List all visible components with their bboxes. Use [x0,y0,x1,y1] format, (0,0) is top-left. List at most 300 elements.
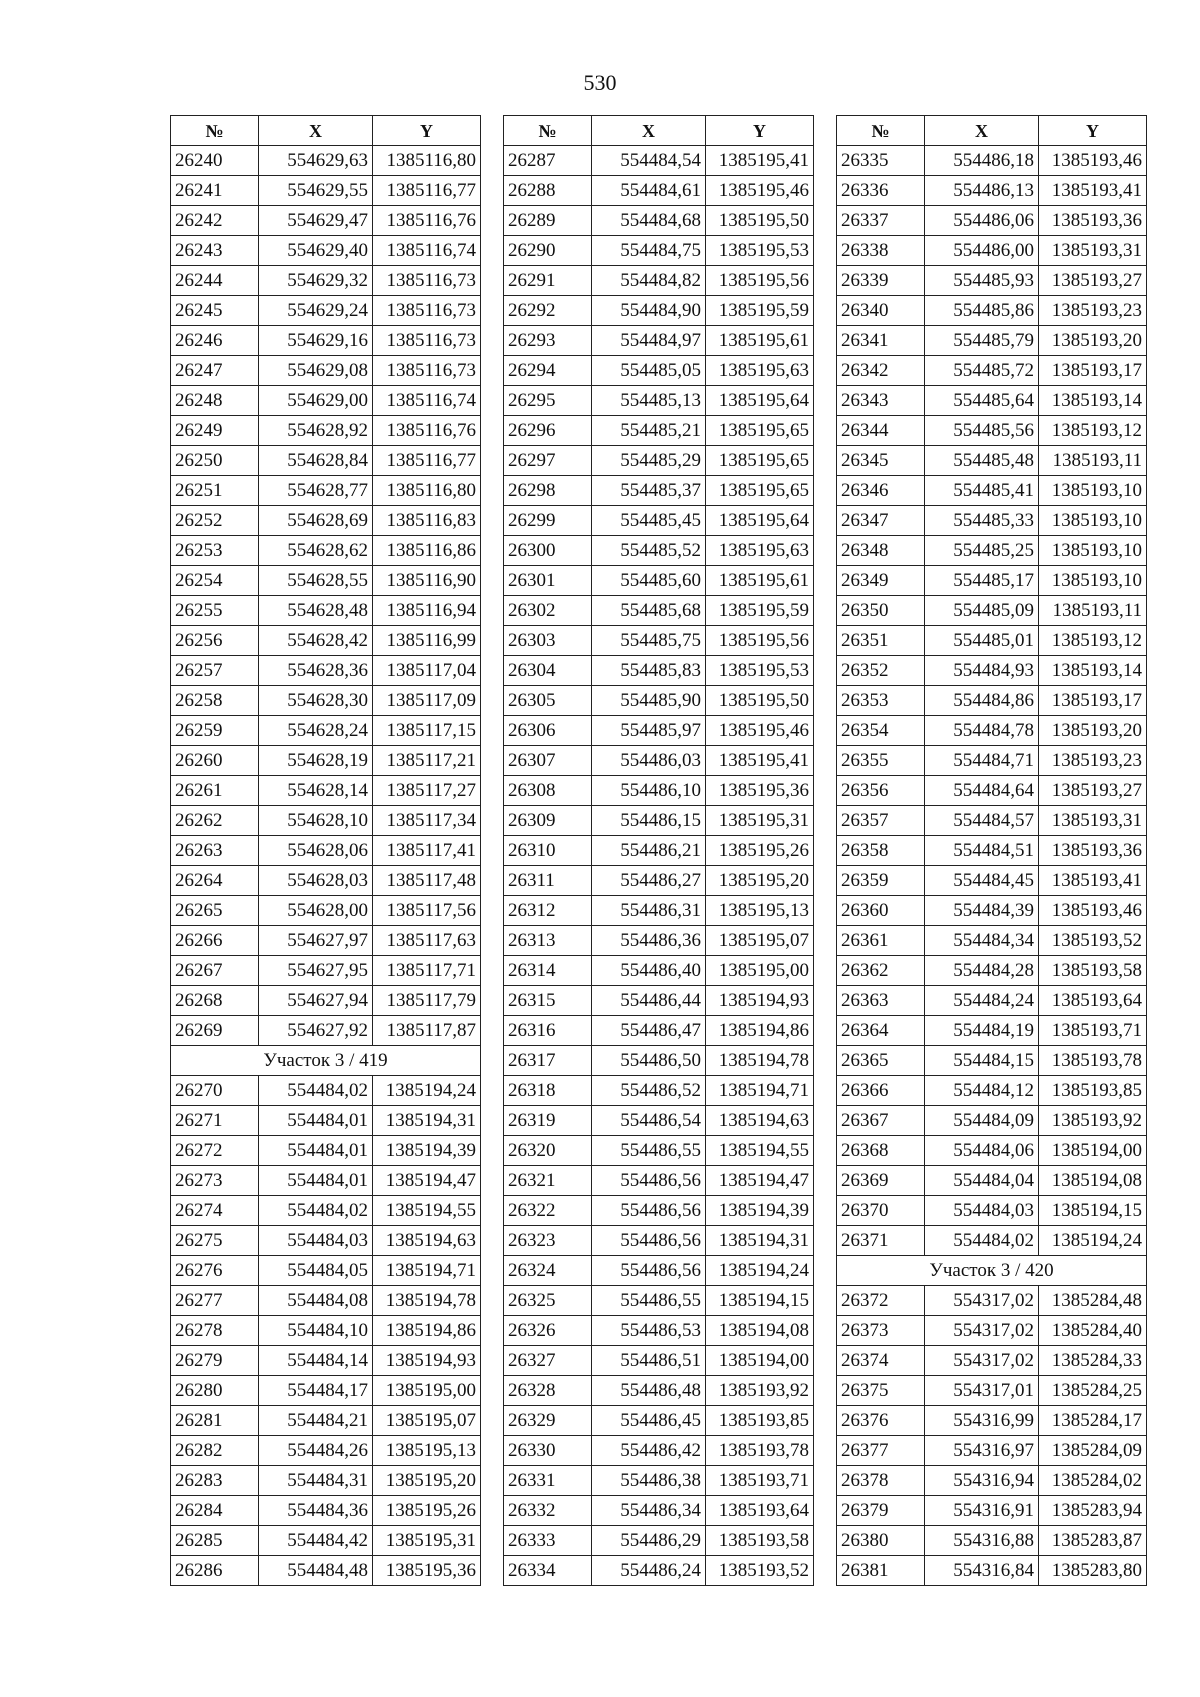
x-coordinate-cell: 554628,03 [259,866,373,896]
point-number-cell: 26309 [504,806,592,836]
point-number-cell: 26367 [837,1106,925,1136]
table-row [171,416,481,446]
point-number-cell: 26254 [171,566,259,596]
point-number-cell: 26354 [837,716,925,746]
x-coordinate-cell: 554485,05 [592,356,706,386]
table-row [504,266,814,296]
point-number-cell: 26286 [171,1556,259,1586]
x-coordinate-cell: 554485,29 [592,446,706,476]
x-coordinate-cell: 554629,16 [259,326,373,356]
coordinate-table-left [170,115,481,1586]
table-header-row [504,116,814,146]
point-number-cell: 26346 [837,476,925,506]
table-row [171,356,481,386]
point-number-cell: 26291 [504,266,592,296]
x-coordinate-cell: 554484,10 [259,1316,373,1346]
y-coordinate-cell: 1385194,71 [706,1076,814,1106]
y-coordinate-cell: 1385116,73 [373,326,481,356]
table-row [837,326,1147,356]
y-coordinate-cell: 1385193,46 [1039,896,1147,926]
x-coordinate-cell: 554486,55 [592,1286,706,1316]
y-coordinate-cell: 1385195,36 [706,776,814,806]
y-coordinate-cell: 1385194,93 [373,1346,481,1376]
x-coordinate-cell: 554484,31 [259,1466,373,1496]
point-number-cell: 26335 [837,146,925,176]
table-row [504,206,814,236]
point-number-cell: 26357 [837,806,925,836]
table-row [171,1406,481,1436]
table-row [171,1196,481,1226]
x-coordinate-cell: 554484,03 [925,1196,1039,1226]
table-row [504,1466,814,1496]
table-row [837,176,1147,206]
x-coordinate-cell: 554486,21 [592,836,706,866]
point-number-cell: 26361 [837,926,925,956]
point-number-cell: 26352 [837,656,925,686]
section-label: Участок 3 / 419 [171,1046,481,1076]
y-coordinate-cell: 1385195,13 [706,896,814,926]
x-coordinate-cell: 554628,69 [259,506,373,536]
y-coordinate-cell: 1385195,65 [706,416,814,446]
y-coordinate-cell: 1385194,47 [706,1166,814,1196]
x-coordinate-cell: 554484,57 [925,806,1039,836]
table-row [837,1226,1147,1256]
point-number-cell: 26329 [504,1406,592,1436]
point-number-cell: 26253 [171,536,259,566]
point-number-cell: 26267 [171,956,259,986]
x-coordinate-cell: 554317,01 [925,1376,1039,1406]
x-coordinate-cell: 554628,06 [259,836,373,866]
point-number-cell: 26355 [837,746,925,776]
point-number-cell: 26283 [171,1466,259,1496]
table-row [504,176,814,206]
y-coordinate-cell: 1385193,10 [1039,506,1147,536]
y-coordinate-cell: 1385193,85 [1039,1076,1147,1106]
table-row [171,1226,481,1256]
x-coordinate-cell: 554629,00 [259,386,373,416]
y-coordinate-cell: 1385193,14 [1039,386,1147,416]
y-coordinate-cell: 1385116,74 [373,236,481,266]
x-coordinate-cell: 554485,48 [925,446,1039,476]
y-coordinate-cell: 1385283,87 [1039,1526,1147,1556]
y-coordinate-cell: 1385194,39 [706,1196,814,1226]
y-coordinate-cell: 1385116,77 [373,446,481,476]
y-coordinate-cell: 1385195,07 [373,1406,481,1436]
table-row [171,146,481,176]
x-coordinate-cell: 554484,05 [259,1256,373,1286]
y-coordinate-cell: 1385193,71 [1039,1016,1147,1046]
table-row [171,1526,481,1556]
y-coordinate-cell: 1385194,55 [373,1196,481,1226]
table-row [171,536,481,566]
table-row [504,1376,814,1406]
y-coordinate-cell: 1385195,00 [373,1376,481,1406]
x-coordinate-cell: 554486,06 [925,206,1039,236]
x-coordinate-cell: 554484,36 [259,1496,373,1526]
table-row [837,776,1147,806]
y-coordinate-cell: 1385194,00 [706,1346,814,1376]
y-coordinate-cell: 1385193,64 [1039,986,1147,1016]
point-number-cell: 26374 [837,1346,925,1376]
table-row [171,1106,481,1136]
x-coordinate-cell: 554486,15 [592,806,706,836]
section-label: Участок 3 / 420 [837,1256,1147,1286]
point-number-cell: 26325 [504,1286,592,1316]
point-number-cell: 26322 [504,1196,592,1226]
x-coordinate-cell: 554484,02 [259,1196,373,1226]
coordinate-table-right [836,115,1147,1586]
header-x: X [259,116,373,146]
header-x: X [592,116,706,146]
x-coordinate-cell: 554484,45 [925,866,1039,896]
x-coordinate-cell: 554484,51 [925,836,1039,866]
x-coordinate-cell: 554484,02 [259,1076,373,1106]
x-coordinate-cell: 554486,18 [925,146,1039,176]
table-row [171,686,481,716]
point-number-cell: 26248 [171,386,259,416]
point-number-cell: 26270 [171,1076,259,1106]
point-number-cell: 26343 [837,386,925,416]
point-number-cell: 26304 [504,656,592,686]
table-row [837,1526,1147,1556]
point-number-cell: 26263 [171,836,259,866]
table-row [504,356,814,386]
y-coordinate-cell: 1385116,73 [373,356,481,386]
table-header-row [837,116,1147,146]
x-coordinate-cell: 554484,93 [925,656,1039,686]
x-coordinate-cell: 554484,86 [925,686,1039,716]
point-number-cell: 26370 [837,1196,925,1226]
x-coordinate-cell: 554484,14 [259,1346,373,1376]
point-number-cell: 26369 [837,1166,925,1196]
table-row [171,1556,481,1586]
table-row [171,986,481,1016]
x-coordinate-cell: 554485,68 [592,596,706,626]
y-coordinate-cell: 1385193,11 [1039,596,1147,626]
point-number-cell: 26255 [171,596,259,626]
point-number-cell: 26378 [837,1466,925,1496]
y-coordinate-cell: 1385193,58 [1039,956,1147,986]
point-number-cell: 26290 [504,236,592,266]
x-coordinate-cell: 554484,97 [592,326,706,356]
table-row [504,566,814,596]
y-coordinate-cell: 1385195,00 [706,956,814,986]
point-number-cell: 26296 [504,416,592,446]
table-row [504,326,814,356]
x-coordinate-cell: 554316,91 [925,1496,1039,1526]
point-number-cell: 26349 [837,566,925,596]
point-number-cell: 26362 [837,956,925,986]
table-row [171,236,481,266]
table-row [837,836,1147,866]
table-row [837,896,1147,926]
table-row [837,1076,1147,1106]
y-coordinate-cell: 1385194,39 [373,1136,481,1166]
y-coordinate-cell: 1385194,78 [373,1286,481,1316]
y-coordinate-cell: 1385284,17 [1039,1406,1147,1436]
point-number-cell: 26336 [837,176,925,206]
point-number-cell: 26321 [504,1166,592,1196]
table-row [504,1406,814,1436]
table-row [504,986,814,1016]
y-coordinate-cell: 1385117,79 [373,986,481,1016]
x-coordinate-cell: 554485,72 [925,356,1039,386]
y-coordinate-cell: 1385116,73 [373,296,481,326]
table-row [504,596,814,626]
y-coordinate-cell: 1385117,04 [373,656,481,686]
y-coordinate-cell: 1385194,00 [1039,1136,1147,1166]
x-coordinate-cell: 554484,68 [592,206,706,236]
x-coordinate-cell: 554484,03 [259,1226,373,1256]
point-number-cell: 26240 [171,146,259,176]
table-row [504,1106,814,1136]
point-number-cell: 26268 [171,986,259,1016]
y-coordinate-cell: 1385193,58 [706,1526,814,1556]
y-coordinate-cell: 1385116,77 [373,176,481,206]
point-number-cell: 26368 [837,1136,925,1166]
point-number-cell: 26375 [837,1376,925,1406]
x-coordinate-cell: 554486,51 [592,1346,706,1376]
table-row [837,146,1147,176]
table-row [504,1256,814,1286]
x-coordinate-cell: 554485,64 [925,386,1039,416]
x-coordinate-cell: 554484,24 [925,986,1039,1016]
y-coordinate-cell: 1385193,85 [706,1406,814,1436]
table-row [837,566,1147,596]
x-coordinate-cell: 554484,21 [259,1406,373,1436]
y-coordinate-cell: 1385193,36 [1039,206,1147,236]
table-row [837,926,1147,956]
table-row [171,176,481,206]
table-row [837,1556,1147,1586]
x-coordinate-cell: 554484,12 [925,1076,1039,1106]
point-number-cell: 26332 [504,1496,592,1526]
x-coordinate-cell: 554484,01 [259,1106,373,1136]
table-row [504,386,814,416]
point-number-cell: 26350 [837,596,925,626]
table-row [171,1376,481,1406]
table-row [171,296,481,326]
y-coordinate-cell: 1385194,55 [706,1136,814,1166]
x-coordinate-cell: 554486,00 [925,236,1039,266]
table-row [504,476,814,506]
point-number-cell: 26351 [837,626,925,656]
table-row [171,1256,481,1286]
y-coordinate-cell: 1385193,31 [1039,806,1147,836]
y-coordinate-cell: 1385195,26 [373,1496,481,1526]
point-number-cell: 26260 [171,746,259,776]
table-row [504,806,814,836]
y-coordinate-cell: 1385194,24 [373,1076,481,1106]
x-coordinate-cell: 554486,54 [592,1106,706,1136]
x-coordinate-cell: 554484,48 [259,1556,373,1586]
point-number-cell: 26247 [171,356,259,386]
y-coordinate-cell: 1385195,13 [373,1436,481,1466]
point-number-cell: 26313 [504,926,592,956]
y-coordinate-cell: 1385193,12 [1039,416,1147,446]
point-number-cell: 26330 [504,1436,592,1466]
y-coordinate-cell: 1385194,71 [373,1256,481,1286]
table-row [837,1316,1147,1346]
point-number-cell: 26308 [504,776,592,806]
y-coordinate-cell: 1385195,20 [373,1466,481,1496]
point-number-cell: 26274 [171,1196,259,1226]
x-coordinate-cell: 554485,17 [925,566,1039,596]
x-coordinate-cell: 554627,95 [259,956,373,986]
point-number-cell: 26271 [171,1106,259,1136]
table-row [171,1466,481,1496]
x-coordinate-cell: 554628,77 [259,476,373,506]
point-number-cell: 26320 [504,1136,592,1166]
x-coordinate-cell: 554485,60 [592,566,706,596]
table-row [171,776,481,806]
y-coordinate-cell: 1385116,94 [373,596,481,626]
x-coordinate-cell: 554484,04 [925,1166,1039,1196]
table-row [837,986,1147,1016]
point-number-cell: 26244 [171,266,259,296]
y-coordinate-cell: 1385194,08 [1039,1166,1147,1196]
table-row [504,416,814,446]
point-number-cell: 26243 [171,236,259,266]
table-row [504,1286,814,1316]
table-row [171,926,481,956]
x-coordinate-cell: 554484,01 [259,1166,373,1196]
point-number-cell: 26287 [504,146,592,176]
table-row [504,656,814,686]
table-row [171,866,481,896]
table-row [504,1076,814,1106]
table-row [837,866,1147,896]
x-coordinate-cell: 554484,02 [925,1226,1039,1256]
y-coordinate-cell: 1385195,64 [706,506,814,536]
header-number: № [504,116,592,146]
point-number-cell: 26245 [171,296,259,326]
y-coordinate-cell: 1385193,92 [706,1376,814,1406]
point-number-cell: 26285 [171,1526,259,1556]
page-number: 530 [583,70,617,95]
x-coordinate-cell: 554484,42 [259,1526,373,1556]
table-row [504,296,814,326]
y-coordinate-cell: 1385195,53 [706,656,814,686]
table-row [171,1436,481,1466]
table-row [504,1016,814,1046]
x-coordinate-cell: 554486,10 [592,776,706,806]
y-coordinate-cell: 1385193,78 [1039,1046,1147,1076]
point-number-cell: 26341 [837,326,925,356]
point-number-cell: 26353 [837,686,925,716]
y-coordinate-cell: 1385194,78 [706,1046,814,1076]
point-number-cell: 26301 [504,566,592,596]
x-coordinate-cell: 554485,01 [925,626,1039,656]
point-number-cell: 26359 [837,866,925,896]
point-number-cell: 26302 [504,596,592,626]
table-row [837,386,1147,416]
y-coordinate-cell: 1385117,56 [373,896,481,926]
y-coordinate-cell: 1385195,53 [706,236,814,266]
point-number-cell: 26376 [837,1406,925,1436]
header-number: № [837,116,925,146]
x-coordinate-cell: 554628,10 [259,806,373,836]
x-coordinate-cell: 554485,90 [592,686,706,716]
x-coordinate-cell: 554486,27 [592,866,706,896]
x-coordinate-cell: 554628,30 [259,686,373,716]
table-row [837,506,1147,536]
y-coordinate-cell: 1385195,46 [706,716,814,746]
section-header-row [171,1046,481,1076]
y-coordinate-cell: 1385117,21 [373,746,481,776]
table-row [837,1286,1147,1316]
point-number-cell: 26324 [504,1256,592,1286]
point-number-cell: 26281 [171,1406,259,1436]
x-coordinate-cell: 554484,08 [259,1286,373,1316]
point-number-cell: 26256 [171,626,259,656]
table-row [837,1046,1147,1076]
x-coordinate-cell: 554486,38 [592,1466,706,1496]
table-row [504,1196,814,1226]
x-coordinate-cell: 554484,61 [592,176,706,206]
x-coordinate-cell: 554486,56 [592,1226,706,1256]
point-number-cell: 26326 [504,1316,592,1346]
y-coordinate-cell: 1385117,48 [373,866,481,896]
y-coordinate-cell: 1385284,25 [1039,1376,1147,1406]
y-coordinate-cell: 1385117,87 [373,1016,481,1046]
point-number-cell: 26299 [504,506,592,536]
x-coordinate-cell: 554485,09 [925,596,1039,626]
y-coordinate-cell: 1385195,41 [706,146,814,176]
table-row [837,746,1147,776]
x-coordinate-cell: 554486,47 [592,1016,706,1046]
y-coordinate-cell: 1385193,41 [1039,866,1147,896]
table-row [837,686,1147,716]
x-coordinate-cell: 554317,02 [925,1346,1039,1376]
y-coordinate-cell: 1385194,63 [706,1106,814,1136]
x-coordinate-cell: 554485,97 [592,716,706,746]
y-coordinate-cell: 1385195,65 [706,446,814,476]
point-number-cell: 26347 [837,506,925,536]
table-row [504,1526,814,1556]
header-y: Y [706,116,814,146]
point-number-cell: 26318 [504,1076,592,1106]
y-coordinate-cell: 1385194,63 [373,1226,481,1256]
x-coordinate-cell: 554486,40 [592,956,706,986]
y-coordinate-cell: 1385195,56 [706,266,814,296]
x-coordinate-cell: 554484,01 [259,1136,373,1166]
point-number-cell: 26317 [504,1046,592,1076]
point-number-cell: 26292 [504,296,592,326]
x-coordinate-cell: 554486,52 [592,1076,706,1106]
y-coordinate-cell: 1385193,10 [1039,476,1147,506]
header-x: X [925,116,1039,146]
point-number-cell: 26298 [504,476,592,506]
y-coordinate-cell: 1385193,10 [1039,566,1147,596]
x-coordinate-cell: 554629,24 [259,296,373,326]
table-row [837,1136,1147,1166]
point-number-cell: 26373 [837,1316,925,1346]
table-row [171,896,481,926]
point-number-cell: 26273 [171,1166,259,1196]
table-row [171,506,481,536]
y-coordinate-cell: 1385117,09 [373,686,481,716]
point-number-cell: 26381 [837,1556,925,1586]
y-coordinate-cell: 1385193,27 [1039,776,1147,806]
point-number-cell: 26258 [171,686,259,716]
point-number-cell: 26288 [504,176,592,206]
point-number-cell: 26311 [504,866,592,896]
table-row [837,1466,1147,1496]
table-row [837,1166,1147,1196]
x-coordinate-cell: 554484,39 [925,896,1039,926]
point-number-cell: 26377 [837,1436,925,1466]
